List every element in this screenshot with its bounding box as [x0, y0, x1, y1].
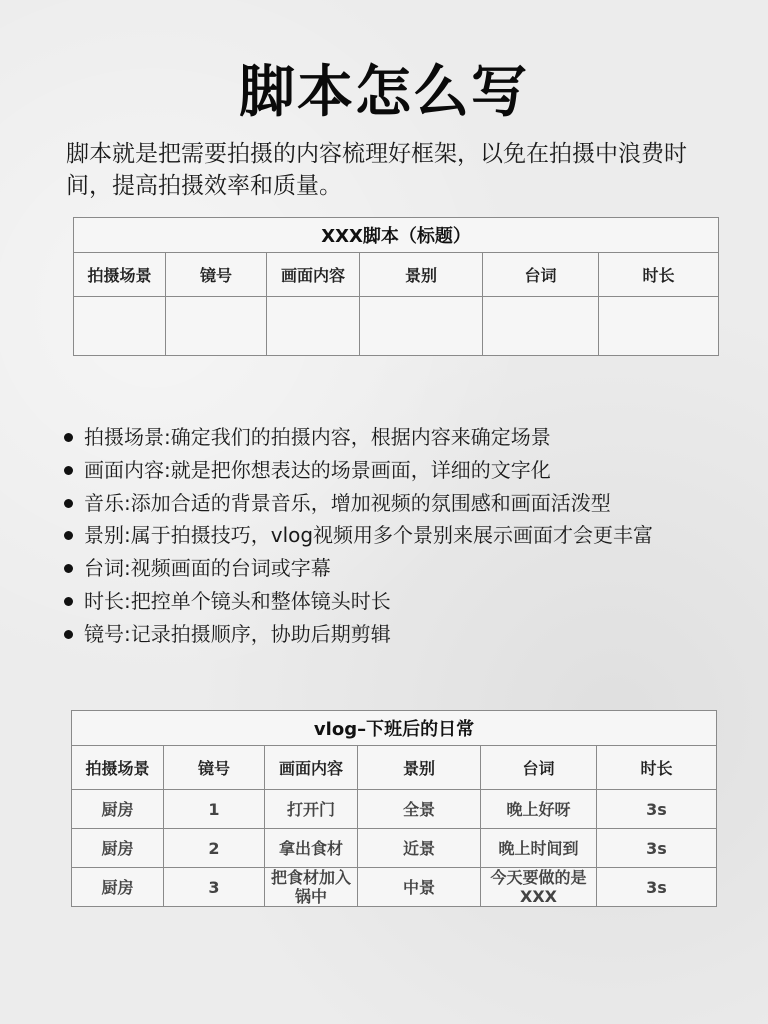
table-cell: 近景 [358, 829, 481, 868]
list-item [62, 586, 752, 619]
column-header: 时长 [597, 746, 717, 790]
column-header: 画面内容 [267, 253, 360, 297]
table-cell: 中景 [358, 868, 481, 907]
table-cell: 3 [164, 868, 265, 907]
column-header: 拍摄场景 [72, 746, 164, 790]
table-cell: 厨房 [72, 868, 164, 907]
empty-cell [599, 297, 719, 356]
list-item-text: 画面内容:就是把你想表达的场景画面，详细的文字化 [84, 457, 551, 482]
column-header: 镜号 [166, 253, 267, 297]
bullet-dot-icon [64, 499, 73, 508]
table-cell: 今天要做的是XXX [481, 868, 597, 907]
empty-cell [166, 297, 267, 356]
table-cell: 3s [597, 868, 717, 907]
table-cell: 晚上时间到 [481, 829, 597, 868]
table-cell: 3s [597, 790, 717, 829]
column-header: 拍摄场景 [74, 253, 166, 297]
list-item-text: 音乐:添加合适的背景音乐，增加视频的氛围感和画面活泼型 [84, 490, 611, 515]
definition-list [62, 422, 752, 652]
table-caption: vlog–下班后的日常 [72, 711, 717, 746]
table-cell: 晚上好呀 [481, 790, 597, 829]
column-header: 时长 [599, 253, 719, 297]
page-title: 脚本怎么写 [239, 60, 529, 125]
list-item [62, 488, 752, 521]
list-item-text: 景别:属于拍摄技巧，vlog视频用多个景别来展示画面才会更丰富 [84, 523, 654, 548]
table-cell: 1 [164, 790, 265, 829]
bullet-dot-icon [64, 531, 73, 540]
empty-cell [74, 297, 166, 356]
table-cell: 把食材加入锅中 [265, 868, 358, 907]
table-cell: 3s [597, 829, 717, 868]
list-item-text: 拍摄场景:确定我们的拍摄内容，根据内容来确定场景 [84, 425, 551, 449]
bullet-dot-icon [64, 597, 73, 606]
column-header: 台词 [481, 746, 597, 790]
table-cell: 全景 [358, 790, 481, 829]
list-item-text: 镜号:记录拍摄顺序，协助后期剪辑 [84, 621, 391, 646]
column-header: 画面内容 [265, 746, 358, 790]
table-cell: 厨房 [72, 790, 164, 829]
bullet-dot-icon [64, 433, 73, 442]
bullet-dot-icon [64, 564, 73, 573]
table-cell: 打开门 [265, 790, 358, 829]
column-header: 景别 [358, 746, 481, 790]
bullet-dot-icon [64, 630, 73, 639]
empty-cell [360, 297, 483, 356]
column-header: 景别 [360, 253, 483, 297]
template-script-table [73, 217, 719, 356]
table-row [72, 829, 717, 868]
empty-cell [483, 297, 599, 356]
list-item [62, 455, 752, 488]
list-item-text: 时长:把控单个镜头和整体镜头时长 [84, 588, 391, 613]
empty-cell [267, 297, 360, 356]
list-item [62, 619, 752, 652]
table-row [72, 868, 717, 907]
table-cell: 2 [164, 829, 265, 868]
column-header: 镜号 [164, 746, 265, 790]
list-item [62, 422, 752, 455]
bullet-dot-icon [64, 466, 73, 475]
intro-paragraph: 脚本就是把需要拍摄的内容梳理好框架，以免在拍摄中浪费时间，提高拍摄效率和质量。 [66, 141, 687, 199]
table-cell: 拿出食材 [265, 829, 358, 868]
table-caption: XXX脚本（标题） [74, 218, 719, 253]
list-item [62, 553, 752, 586]
table-row [74, 297, 719, 356]
example-script-table [71, 710, 717, 907]
table-cell: 厨房 [72, 829, 164, 868]
column-header: 台词 [483, 253, 599, 297]
list-item-text: 台词:视频画面的台词或字幕 [84, 556, 331, 581]
table-row [72, 790, 717, 829]
list-item [62, 520, 752, 553]
